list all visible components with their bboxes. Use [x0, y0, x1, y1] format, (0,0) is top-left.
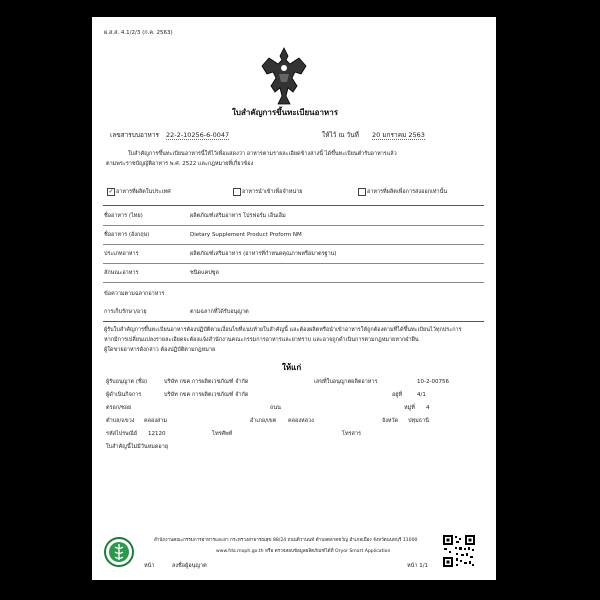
footer-signature-label: ลงชื่อผู้อนุญาต [172, 563, 207, 569]
row-value: ชนิดแคปซูล [190, 270, 219, 276]
field-value: 4 [426, 405, 430, 411]
divider [103, 263, 484, 264]
field-value: บริษัท กขค การผลิตเวชภัณฑ์ จำกัด [164, 392, 249, 398]
row-value: ผลิตภัณฑ์เสริมอาหาร โปรฟอร์ม เอ็นเอ็ม [190, 213, 286, 219]
field-label: ผู้ดำเนินกิจการ [106, 392, 142, 398]
fda-logo-icon [104, 537, 134, 567]
footer-page-number: หน้า 1/1 [407, 563, 429, 569]
conditions-line-2: หากมีการเปลี่ยนแปลงรายละเอียดจะต้องแจ้งสำนักงานคณะกรรมการอาหารและยาทราบ และอาจถูกดำเนินการตามกฎหมายหากฝ่าฝืน [104, 337, 419, 343]
issue-date: 20 มกราคม 2563 [372, 131, 425, 139]
field-label: ตำบล/แขวง [106, 418, 135, 424]
divider [103, 205, 484, 206]
row-value: Dietary Supplement Product Proform NM [190, 232, 302, 238]
row-label: ชื่ออาหาร (ไทย) [104, 213, 143, 219]
field-value: 4/1 [417, 392, 426, 398]
export-food-label: อาหารที่ผลิตเพื่อการส่งออกเท่านั้น [367, 189, 448, 195]
document-reference: ผ.ส.ส. 4.1/2/3 (ก.ค. 2563) [104, 30, 173, 36]
domestic-food-label: อาหารที่ผลิตในประเทศ [116, 189, 171, 195]
registration-number: 22-2-10256-6-0047 [166, 131, 230, 139]
intro-text-line-2: ตามพระราชบัญญัติอาหาร พ.ศ. 2522 และกฎหมายที่เกี่ยวข้อง [106, 161, 254, 167]
field-label: อำเภอ/เขต [250, 418, 277, 424]
label-text-label: ข้อความตามฉลากอาหาร [104, 291, 165, 297]
field-label: หมู่ที่ [404, 405, 415, 411]
note-text: ใบสำคัญนี้ไม่มีวันหมดอายุ [106, 444, 169, 450]
field-label: อยู่ที่ [392, 392, 403, 398]
field-label: เลขที่ใบอนุญาตผลิตอาหาร [314, 379, 378, 385]
issuer-heading: ให้แก่ [282, 363, 302, 372]
qr-code-icon [442, 534, 476, 568]
certificate-page [92, 17, 496, 580]
imported-food-label: อาหารนำเข้าเพื่อจำหน่าย [242, 189, 303, 195]
field-label: ถนน [270, 405, 281, 411]
field-value: 12120 [148, 431, 166, 437]
footer-address: สำนักงานคณะกรรมการอาหารและยา กระทรวงสาธารณสุข 88/24 ถนนติวานนท์ ตำบลตลาดขวัญ อำเภอเมือง จังหวัดนนทบุรี 11000 [154, 538, 418, 543]
export-food-checkbox [358, 188, 366, 196]
field-value: คลองหลวง [288, 418, 314, 424]
document-title: ใบสำคัญการขึ้นทะเบียนอาหาร [232, 108, 338, 117]
field-label: จังหวัด [382, 418, 399, 424]
field-label: โทรสาร [342, 431, 361, 437]
intro-text-line-1: ใบสำคัญการขึ้นทะเบียนอาหารนี้ให้ไว้เพื่อแสดงว่า อาหารตามรายละเอียดข้างล่างนี้ ได้ขึ้นทะเบียนตำรับอาหารแล้ว [128, 151, 397, 157]
issue-date-label: ให้ไว้ ณ วันที่ [322, 131, 359, 139]
row-label: ลักษณะอาหาร [104, 270, 139, 276]
divider [103, 321, 484, 322]
footer-website: www.fda.moph.go.th หรือ ตรวจสอบข้อมูลผลิตภัณฑ์ได้ที่ Oryor Smart Application [216, 549, 391, 554]
field-value: ปทุมธานี [408, 418, 429, 424]
row-value: ผลิตภัณฑ์เสริมอาหาร (อาหารที่กำหนดคุณภาพหรือมาตรฐาน) [190, 251, 337, 257]
footer-left: หน้า [144, 563, 155, 569]
storage-label: การเก็บรักษา/อายุ [104, 309, 147, 315]
field-value: บริษัท กขค การผลิตเวชภัณฑ์ จำกัด [164, 379, 249, 385]
divider [103, 282, 484, 283]
conditions-line-3: ผู้ใดขายอาหารดังกล่าว ต้องปฏิบัติตามกฎหมาย [104, 347, 216, 353]
divider [103, 244, 484, 245]
field-value: 10-2-00756 [417, 379, 449, 385]
field-value: คลองสาม [144, 418, 168, 424]
divider [103, 225, 484, 226]
row-label: ประเภทอาหาร [104, 251, 139, 257]
row-label: ชื่ออาหาร (อังกฤษ) [104, 232, 150, 238]
field-label: ตรอก/ซอย [106, 405, 132, 411]
imported-food-checkbox [233, 188, 241, 196]
storage-value: ตามฉลากที่ได้รับอนุญาต [190, 309, 249, 315]
field-label: รหัสไปรษณีย์ [106, 431, 138, 437]
garuda-emblem-icon [259, 44, 309, 108]
registration-number-label: เลขสารบบอาหาร [110, 131, 159, 139]
conditions-line-1: ผู้รับใบสำคัญการขึ้นทะเบียนอาหารต้องปฏิบัติตามเงื่อนไขที่แนบท้ายใบสำคัญนี้ และต้องผลิตหรือนำเข้าอาหารให้ถูกต้องตามที่ได้ขึ้นทะเบียนไว้ทุกประการ [104, 327, 462, 333]
domestic-food-checkbox: ✓ [108, 188, 114, 195]
field-label: โทรศัพท์ [212, 431, 233, 437]
field-label: ผู้รับอนุญาต (ชื่อ) [106, 379, 148, 385]
